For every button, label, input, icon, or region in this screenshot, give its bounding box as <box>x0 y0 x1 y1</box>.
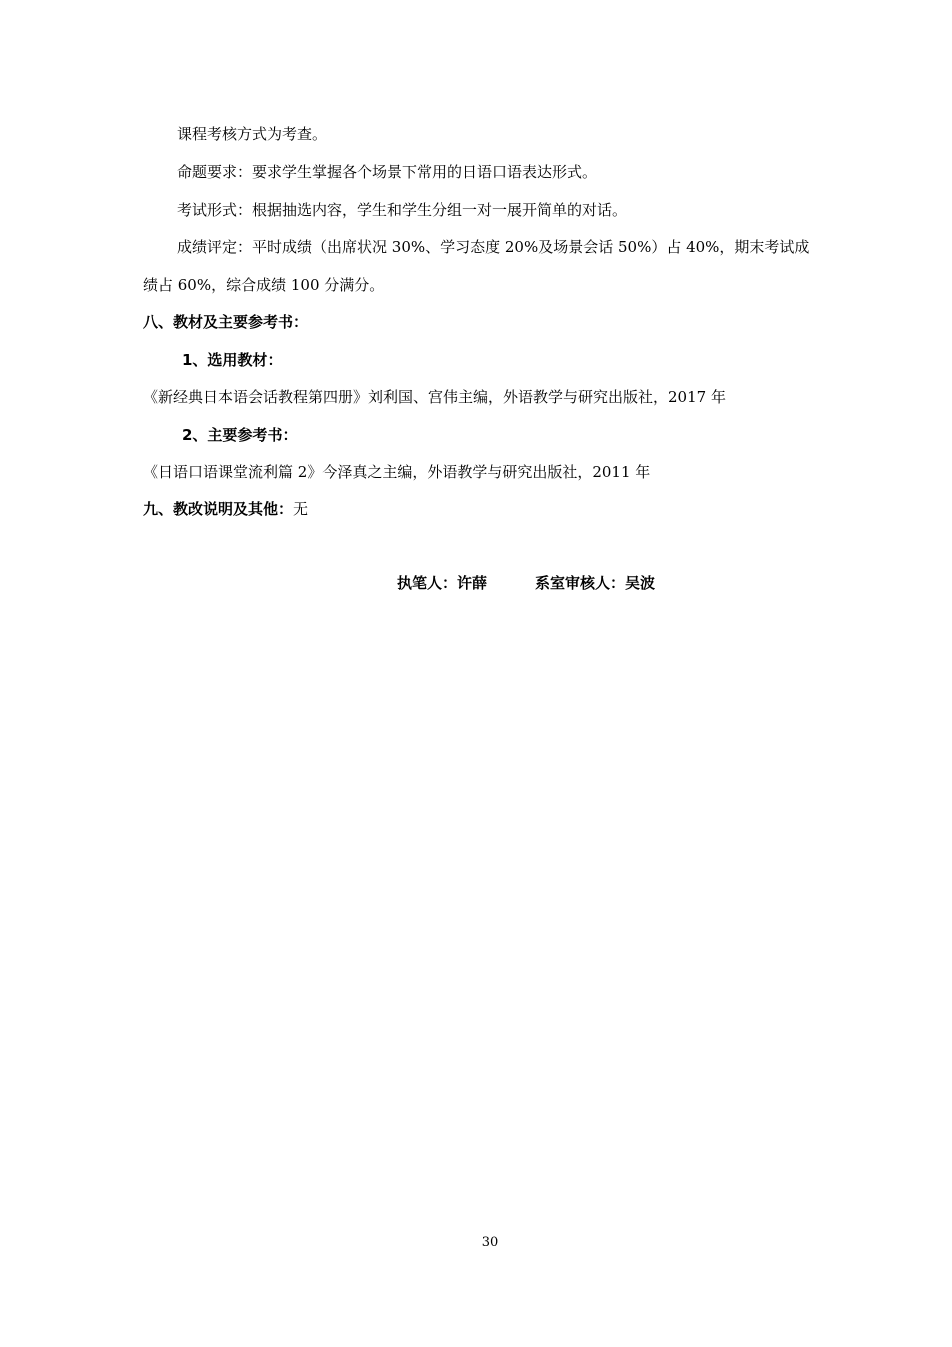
reference-text: 《日语口语课堂流利篇 2》今泽真之主编，外语教学与研究出版社，2011 年 <box>143 463 651 481</box>
textbook-text: 《新经典日本语会话教程第四册》刘利国、宫伟主编，外语教学与研究出版社，2017 年 <box>143 388 726 406</box>
exam-format-text: 考试形式：根据抽选内容，学生和学生分组一对一展开简单的对话。 <box>177 201 628 219</box>
exam-requirement-text: 命题要求：要求学生掌握各个场景下常用的日语口语表达形式。 <box>177 163 598 181</box>
reviewer-signature: 系室审核人：吴波 <box>535 574 656 592</box>
section9-heading-line <box>143 499 843 519</box>
author-signature: 执笔人：许薛 <box>397 574 488 592</box>
grading-text-line1: 成绩评定：平时成绩（出席状况 30%、学习态度 20%及场景会话 50%）占 40%，期末考试成 <box>177 238 810 256</box>
signature-line <box>397 573 655 593</box>
section9-content: 无 <box>293 500 309 518</box>
page-number: 30 <box>481 1235 499 1250</box>
section9-heading: 九、教改说明及其他： <box>143 500 294 518</box>
grading-text-line2: 绩占 60%，综合成绩 100 分满分。 <box>143 276 385 294</box>
reference-label: 2、主要参考书： <box>182 426 298 444</box>
section8-heading: 八、教材及主要参考书： <box>143 313 309 331</box>
assessment-method-text: 课程考核方式为考查。 <box>177 125 328 143</box>
textbook-label: 1、选用教材： <box>182 351 283 369</box>
